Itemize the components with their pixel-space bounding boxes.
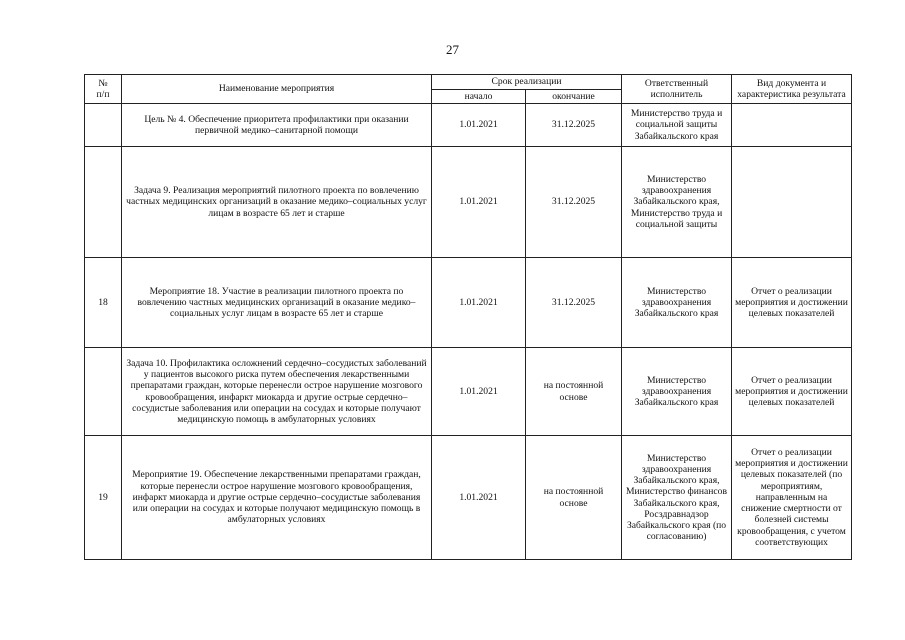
row-start: 1.01.2021 [432, 104, 526, 147]
row-end: на постоянной основе [526, 348, 622, 436]
row-start: 1.01.2021 [432, 147, 526, 258]
row-name: Мероприятие 19. Обеспечение лекарственными препаратами граждан, которые перенесли острое нарушение мозгового кровообращения, инфаркт миокарда и другие острые сердечно–сосудистые заболевания или операции на сосудах и которые получают медицинскую помощь в амбулаторных условиях [122, 436, 432, 560]
header-result: Вид документа и характеристика результата [732, 75, 852, 104]
row-end: 31.12.2025 [526, 147, 622, 258]
row-result: Отчет о реализации мероприятия и достижении целевых показателей [732, 258, 852, 348]
row-executor: Министерство труда и социальной защиты Забайкальского края [622, 104, 732, 147]
row-result [732, 104, 852, 147]
table-row [85, 348, 852, 436]
header-num: № п/п [85, 75, 122, 104]
row-end: на постоянной основе [526, 436, 622, 560]
row-start: 1.01.2021 [432, 258, 526, 348]
row-num [85, 104, 122, 147]
header-executor: Ответственный исполнитель [622, 75, 732, 104]
row-result [732, 147, 852, 258]
header-end: окончание [526, 90, 622, 104]
table-row [85, 104, 852, 147]
row-executor: Министерство здравоохранения Забайкальского края [622, 348, 732, 436]
row-start: 1.01.2021 [432, 348, 526, 436]
row-result: Отчет о реализации мероприятия и достижении целевых показателей (по мероприятиям, направленным на снижение смертности от болезней системы кровообращения, с учетом соответствующих [732, 436, 852, 560]
table-header-row [85, 75, 852, 90]
table-row [85, 258, 852, 348]
row-executor: Министерство здравоохранения Забайкальского края, Министерство финансов Забайкальского края, Росздравнадзор Забайкальского края (по согласованию) [622, 436, 732, 560]
row-name: Цель № 4. Обеспечение приоритета профилактики при оказании первичной медико–санитарной помощи [122, 104, 432, 147]
row-executor: Министерство здравоохранения Забайкальского края, Министерство труда и социальной защиты [622, 147, 732, 258]
row-end: 31.12.2025 [526, 258, 622, 348]
row-name: Задача 10. Профилактика осложнений сердечно–сосудистых заболеваний у пациентов высокого риска путем обеспечения лекарственными препаратами граждан, которые перенесли острое нарушение мозгового кровообращения, инфаркт миокарда и другие острые сердечно–сосудистые заболевания или операции на сосудах и которые получают медицинскую помощь в амбулаторных условиях [122, 348, 432, 436]
row-num: 18 [85, 258, 122, 348]
row-name: Задача 9. Реализация мероприятий пилотного проекта по вовлечению частных медицинских организаций в оказание медико–социальных услуг лицам в возрасте 65 лет и старше [122, 147, 432, 258]
page-number: 27 [446, 42, 459, 57]
row-num: 19 [85, 436, 122, 560]
table-row [85, 436, 852, 560]
row-end: 31.12.2025 [526, 104, 622, 147]
row-num [85, 348, 122, 436]
header-start: начало [432, 90, 526, 104]
header-name: Наименование мероприятия [122, 75, 432, 104]
table-row [85, 147, 852, 258]
header-term: Срок реализации [432, 75, 622, 90]
row-start: 1.01.2021 [432, 436, 526, 560]
row-name: Мероприятие 18. Участие в реализации пилотного проекта по вовлечению частных медицинских организаций в оказание медико–социальных услуг лицам в возрасте 65 лет и старше [122, 258, 432, 348]
row-num [85, 147, 122, 258]
measures-table [84, 74, 852, 560]
row-executor: Министерство здравоохранения Забайкальского края [622, 258, 732, 348]
row-result: Отчет о реализации мероприятия и достижении целевых показателей [732, 348, 852, 436]
